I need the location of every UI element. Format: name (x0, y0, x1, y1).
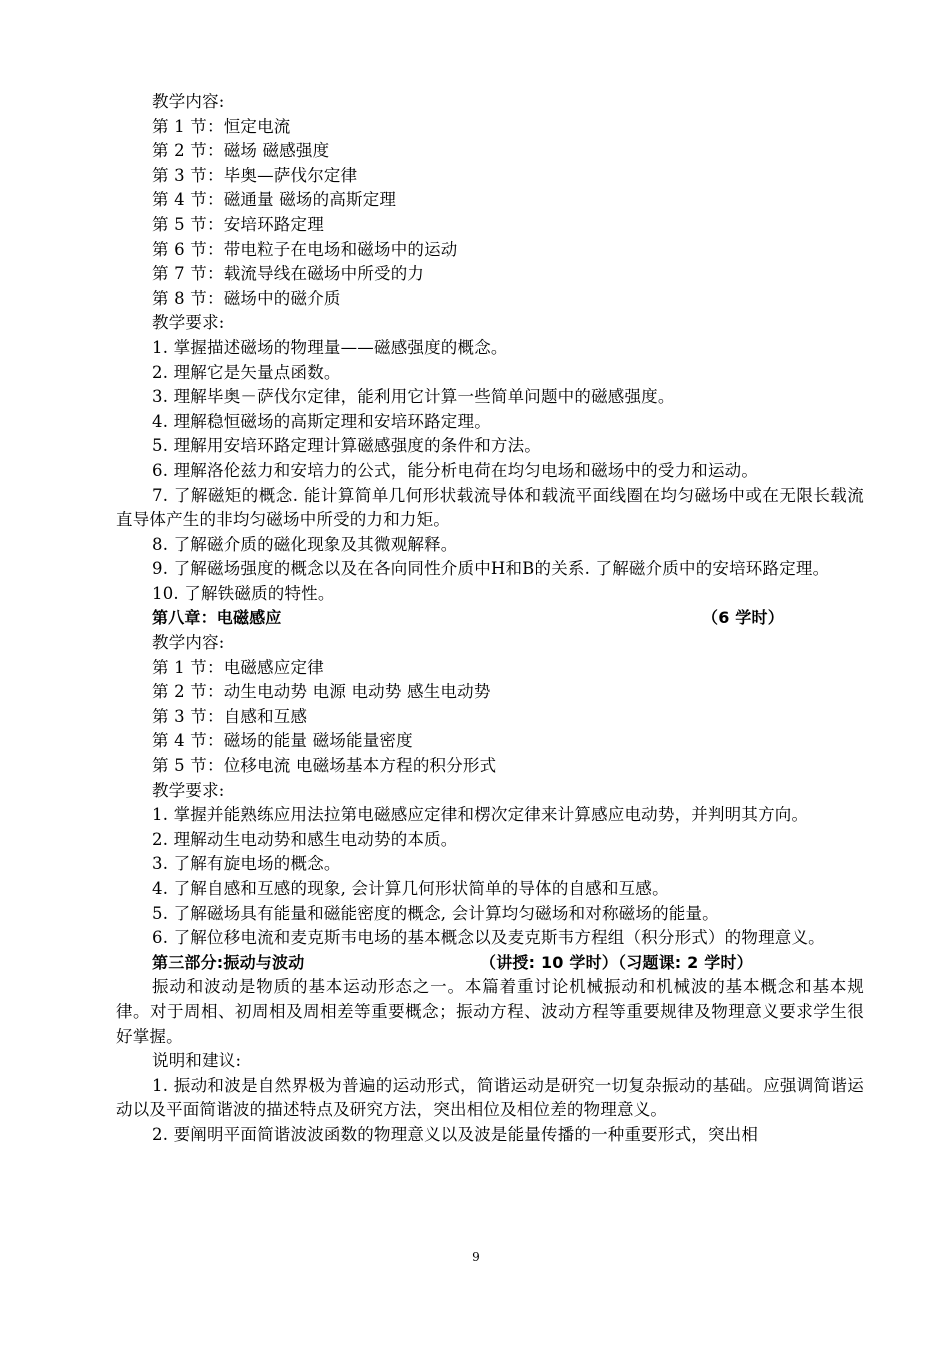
note-item: 1. 振动和波是自然界极为普遍的运动形式，简谐运动是研究一切复杂振动的基础。应强调简谐运动以及平面简谐波的描述特点及研究方法，突出相位及相位差的物理意义。 (116, 1075, 864, 1120)
section-item: 第 4 节：磁场的能量 磁场能量密度 (152, 731, 413, 751)
requirement-item: 2. 理解它是矢量点函数。 (152, 362, 341, 382)
part-title: 第三部分:振动与波动 (152, 952, 305, 972)
requirement-item: 5. 了解磁场具有能量和磁能密度的概念, 会计算均匀磁场和对称磁场的能量。 (152, 903, 719, 923)
note-item: 2. 要阐明平面简谐波波函数的物理意义以及波是能量传播的一种重要形式，突出相 (152, 1124, 759, 1144)
chapter-hours: （6 学时） (702, 608, 784, 628)
requirement-item: 6. 了解位移电流和麦克斯韦电场的基本概念以及麦克斯韦方程组（积分形式）的物理意义。 (152, 928, 825, 948)
requirement-item: 3. 理解毕奥－萨伐尔定律，能利用它计算一些简单问题中的磁感强度。 (152, 387, 675, 407)
page-body (116, 90, 864, 1148)
part-intro-paragraph: 振动和波动是物质的基本运动形态之一。本篇着重讨论机械振动和机械波的基本概念和基本规律。对于周相、初周相及周相差等重要概念；振动方程、波动方程等重要规律及物理意义要求学生很好掌握。 (116, 977, 864, 1046)
section-item: 第 2 节：动生电动势 电源 电动势 感生电动势 (152, 682, 491, 702)
requirement-item: 3. 了解有旋电场的概念。 (152, 854, 341, 874)
part-3-heading (116, 951, 864, 976)
teaching-requirements-label: 教学要求: (152, 313, 225, 333)
notes-label: 说明和建议: (152, 1051, 242, 1071)
requirement-item: 1. 掌握并能熟练应用法拉第电磁感应定律和楞次定律来计算感应电动势，并判明其方向。 (152, 805, 809, 825)
requirement-item: 4. 了解自感和互感的现象, 会计算几何形状简单的导体的自感和互感。 (152, 879, 669, 898)
chapter-title: 第八章：电磁感应 (152, 608, 282, 628)
requirement-item: 7. 了解磁矩的概念. 能计算简单几何形状载流导体和载流平面线圈在均匀磁场中或在无限长载流直导体产生的非均匀磁场中所受的力和力矩。 (116, 485, 864, 530)
requirement-item: 4. 理解稳恒磁场的高斯定理和安培环路定理。 (152, 411, 491, 431)
section-item: 第 3 节：毕奥—萨伐尔定律 (152, 165, 358, 185)
section-item: 第 8 节：磁场中的磁介质 (152, 288, 341, 308)
chapter-8-heading (116, 606, 864, 631)
section-item: 第 6 节：带电粒子在电场和磁场中的运动 (152, 239, 458, 259)
requirement-item: 10. 了解铁磁质的特性。 (152, 583, 335, 603)
requirement-item: 2. 理解动生电动势和感生电动势的本质。 (152, 829, 458, 849)
requirement-item: 8. 了解磁介质的磁化现象及其微观解释。 (152, 534, 458, 554)
section-item: 第 7 节：载流导线在磁场中所受的力 (152, 264, 425, 284)
section-item: 第 1 节：电磁感应定律 (152, 657, 324, 677)
section-item: 第 3 节：自感和互感 (152, 706, 308, 726)
requirement-item: 9. 了解磁场强度的概念以及在各向同性介质中H和B的关系. 了解磁介质中的安培环路定理。 (152, 559, 830, 579)
teaching-content-label: 教学内容: (152, 633, 225, 653)
section-item: 第 4 节：磁通量 磁场的高斯定理 (152, 190, 397, 210)
section-item: 第 1 节：恒定电流 (152, 116, 291, 136)
section-item: 第 2 节：磁场 磁感强度 (152, 141, 330, 161)
requirement-item: 1. 掌握描述磁场的物理量——磁感强度的概念。 (152, 337, 508, 357)
requirement-item: 6. 理解洛伦兹力和安培力的公式，能分析电荷在均匀电场和磁场中的受力和运动。 (152, 460, 759, 480)
teaching-requirements-label: 教学要求: (152, 780, 225, 800)
teaching-content-label: 教学内容: (152, 92, 225, 111)
page-number: 9 (472, 1250, 480, 1264)
section-item: 第 5 节：安培环路定理 (152, 214, 324, 234)
section-item: 第 5 节：位移电流 电磁场基本方程的积分形式 (152, 756, 497, 776)
part-hours: （讲授: 10 学时）（习题课: 2 学时） (480, 952, 753, 972)
requirement-item: 5. 理解用安培环路定理计算磁感强度的条件和方法。 (152, 436, 541, 456)
